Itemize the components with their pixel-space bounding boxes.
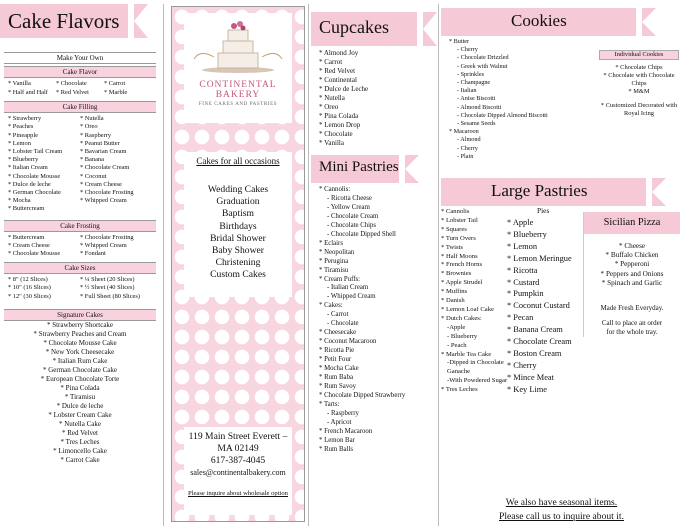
occasion-item: Graduation [216, 196, 260, 208]
cake-size-item: * ½ Sheet (40 Slices) [80, 284, 135, 292]
individual-cookie-item: * Chocolate Chips [615, 64, 663, 71]
large-pastry-item: * Turn Overs [441, 234, 476, 242]
cake-filling-item: * Cream Cheese [80, 180, 122, 188]
cake-filling-item: * Lemon [8, 139, 31, 147]
brand-name: CONTINENTAL BAKERY [199, 80, 277, 100]
cake-filling-item: * Mocha [8, 197, 31, 205]
mini-pastry-item: * Eclairs [319, 239, 343, 247]
cake-flavor-item: * Marble [104, 88, 128, 96]
occasion-item: Birthdays [219, 220, 257, 232]
contact-card [184, 427, 292, 515]
occasion-item: Custom Cakes [210, 269, 266, 281]
mini-pastry-item: * French Macaroon [319, 427, 373, 435]
cake-filling-item: * Whipped Cream [80, 197, 127, 205]
cookie-item: - Sprinkles [457, 70, 484, 78]
mini-pastry-item: * Cakes: [319, 302, 343, 310]
cake-frosting-item: * Chocolate Mousse [8, 250, 61, 258]
cupcake-item: * Vanilla [319, 139, 344, 147]
pizza-note-order: Call to place an order for the whole tray. [601, 319, 663, 337]
pie-item: * Blueberry [507, 229, 547, 239]
signature-cake-item: * German Chocolate Cake [42, 365, 118, 374]
mini-pastry-item: * Chocolate Dipped Strawberry [319, 391, 406, 399]
mini-pastry-item: - Carrot [327, 311, 349, 319]
mini-pastry-item: * Petit Four [319, 356, 352, 364]
cake-size-item: * Full Sheet (80 Slices) [80, 292, 140, 300]
cookie-item: * Butter [449, 38, 470, 45]
large-pastry-item: * Lobster Tail [441, 216, 478, 224]
sicilian-pizza-title: Sicilian Pizza [603, 217, 661, 228]
pie-item: * Lemon Meringue [507, 253, 572, 263]
large-pastry-item: * Apple Strudel [441, 279, 483, 287]
cake-frosting-item: * Buttercream [8, 233, 45, 241]
cookie-item: * Macaroon [449, 128, 479, 136]
mini-pastry-item: * Cheesecake [319, 329, 357, 337]
mini-pastry-item: * Neopolitan [319, 248, 355, 256]
individual-cookie-item: * M&M [628, 88, 650, 95]
cake-size-item: * 8" (12 Slices) [8, 276, 48, 284]
mini-pastry-item: * Coconut Macaroon [319, 338, 377, 346]
large-pastry-item: * Lemon Loaf Cake [441, 305, 494, 313]
occasion-item: Wedding Cakes [207, 184, 269, 195]
individual-cookies-list [599, 64, 679, 96]
cake-flavor-item: * Half and Half [8, 88, 48, 96]
mini-pastry-item: * Rum Baba [319, 374, 353, 382]
signature-cake-item: * European Chocolate Torte [40, 374, 120, 383]
email-link[interactable]: sales@continentalbakery.com [190, 468, 286, 477]
cake-filling-item: * German Chocolate [8, 189, 61, 197]
mini-pastry-item: - Chocolate Chips [327, 221, 377, 229]
cookie-item: - Greek with Walnut [457, 62, 508, 70]
cake-size-item: * 10" (16 Slices) [8, 284, 51, 292]
mini-pastries-list [311, 183, 437, 458]
signature-cake-item: * Dulce de leche [56, 401, 104, 410]
pie-item: * Coconut Custard [507, 301, 570, 311]
cupcake-item: * Almond Joy [319, 49, 359, 57]
cookie-item: - Anise Biscotti [457, 95, 496, 103]
large-pastry-item: * Twists [441, 243, 463, 251]
mini-pastry-item: * Rum Savoy [319, 382, 357, 390]
occasions-title: Cakes for all occasions [196, 156, 280, 166]
mini-pastry-item: * Lemon Bar [319, 436, 355, 444]
signature-cake-item: * Strawberry Peaches and Cream [33, 329, 127, 338]
cake-filling-item: * Buttercream [8, 205, 45, 213]
cupcakes-banner [311, 12, 417, 46]
pie-item: * Pecan [507, 313, 534, 323]
large-pastries-list [441, 208, 509, 395]
large-pastries-banner [441, 178, 646, 206]
cake-frosting-item: * Cream Cheese [8, 241, 50, 249]
cookie-item: - Chocolate Drizzled [457, 54, 509, 62]
cake-frosting-heading: Cake Frosting [4, 220, 156, 232]
signature-cake-item: * Pina Colada [60, 383, 100, 392]
pizza-item: * Buffalo Chicken [605, 251, 659, 260]
large-pastry-item: -Apple [447, 323, 466, 331]
cookie-item: - Plain [457, 152, 474, 160]
cookie-item: - Cherry [457, 144, 478, 152]
cupcake-item: * Carrot [319, 58, 343, 66]
mini-pastry-item: * Perugina [319, 257, 349, 265]
occasions-card [184, 152, 292, 297]
large-pastry-item: * French Horns [441, 261, 483, 269]
cookie-item: - Chocolate Dipped Almond Biscotti [457, 111, 548, 119]
mini-pastry-item: * Mocha Cake [319, 365, 359, 373]
cake-sizes-heading: Cake Sizes [4, 262, 156, 274]
mini-pastry-item: - Chocolate Cream [327, 212, 379, 220]
signature-cake-item: * Tiramisu [64, 392, 96, 401]
cake-filling-item: * Chocolate Mousse [8, 172, 61, 180]
signature-cake-item: * Nutella Cake [59, 419, 101, 428]
sicilian-pizza-box [583, 212, 680, 337]
cake-frosting-item: * Fondant [80, 250, 106, 258]
cookie-item: - Sesame Seeds [457, 120, 496, 128]
cake-filling-item: * Lobster Tail Cream [8, 148, 63, 155]
cake-frosting-list [4, 232, 156, 261]
cupcake-item: * Chocolate [319, 130, 353, 138]
pie-item: * Ricotta [507, 265, 538, 275]
signature-cake-item: * Tres Leches [60, 437, 100, 446]
signature-cake-item: * Limoncello Cake [53, 446, 107, 455]
brand-tagline: FINE CAKES AND PASTRIES [198, 102, 278, 107]
cake-logo-icon [184, 13, 292, 75]
signature-cake-item: * Chocolate Mousse Cake [43, 338, 117, 347]
cake-flavor-item: * Carrot [104, 80, 126, 87]
large-pastry-item: * Dutch Cakes: [441, 314, 482, 322]
cake-flavor-item: * Red Velvet [56, 88, 89, 96]
phone: 617-387-4045 [210, 455, 266, 466]
individual-cookies-heading: Individual Cookies [599, 50, 679, 60]
pie-item: * Cherry [507, 360, 537, 370]
signature-cake-item: * Red Velvet [61, 428, 99, 437]
signature-cakes-heading: Signature Cakes [4, 309, 156, 321]
cake-sizes-list [4, 274, 156, 303]
pizza-note-fresh: Made Fresh Everyday. [600, 304, 664, 313]
cake-flavors-banner [0, 4, 128, 38]
occasion-item: Baptism [222, 208, 254, 220]
large-pastry-item: - Peach [447, 341, 467, 349]
cake-flavors-title: Cake Flavors [8, 9, 120, 33]
cake-frosting-item: * Chocolate Frosting [80, 233, 134, 241]
pie-item: * Key Lime [507, 384, 548, 394]
cookie-item: - Almond Biscotti [457, 103, 502, 111]
cake-filling-list [4, 113, 156, 215]
logo-card [184, 13, 292, 123]
cake-filling-item: * Coconut [80, 172, 107, 180]
cake-flavors-column [0, 0, 160, 530]
large-pastry-item: * Brownies [441, 270, 472, 278]
large-pastry-item: * Marble Tea Cake [441, 350, 492, 358]
wholesale-note: Please inquire about wholesale option [188, 490, 288, 497]
occasion-item: Bridal Shower [210, 232, 266, 244]
pizza-item: * Pepperoni [614, 260, 650, 269]
mini-pastry-item: - Italian Cream [327, 284, 369, 292]
bakery-info-panel [171, 6, 305, 522]
cake-filling-item: * Strawberry [8, 115, 42, 123]
cookie-item: - Italian [457, 87, 477, 95]
mini-pastry-item: * Tarts: [319, 400, 340, 408]
mini-pastry-item: * Cream Puffs: [319, 275, 361, 283]
mini-pastry-item: - Chocolate Dipped Shell [327, 230, 396, 238]
large-pastry-item: * Squares [441, 225, 467, 233]
sicilian-pizza-banner [584, 212, 680, 234]
pie-item: * Mince Meat [507, 372, 554, 382]
cake-filling-item [80, 205, 152, 213]
cake-size-item: * 12" (30 Slices) [8, 292, 51, 300]
cake-flavor-list [4, 78, 156, 99]
footer-inquire: Please call us to inquire about it. [499, 511, 624, 522]
cupcake-item: * Nutella [319, 94, 345, 102]
cake-flavor-item: * Chocolate [56, 80, 87, 87]
cake-filling-item: * Blueberry [8, 156, 39, 164]
cookies-banner [441, 8, 636, 36]
cupcake-item: * Lemon Drop [319, 121, 361, 129]
large-pastry-item: * Tres Leches [441, 386, 478, 394]
pies-list [507, 217, 581, 396]
cake-filling-item: * Bavarian Cream [80, 148, 127, 155]
cake-size-item: * ¼ Sheet (20 Slices) [80, 276, 135, 284]
cake-frosting-item: * Whipped Cream [80, 241, 127, 249]
cupcake-item: * Red Velvet [319, 67, 356, 75]
cookies-list [449, 38, 599, 161]
large-pastry-item: * Muffins [441, 288, 468, 296]
occasion-item: Baby Shower [212, 245, 264, 257]
cupcake-item: * Oreo [319, 103, 339, 111]
customized-cookies: * Customized Decorated with Royal Icing [600, 102, 678, 117]
individual-cookie-item: * Chocolate with Chocolate Chips [603, 72, 675, 87]
pie-item: * Lemon [507, 241, 538, 251]
cookie-item: - Almond [457, 136, 481, 144]
large-pastry-item: -With Powdered Sugar [447, 377, 508, 385]
cake-flavor-heading: Cake Flavor [4, 66, 156, 78]
pie-item: * Chocolate Cream [507, 337, 572, 347]
cake-filling-item: * Chocolate Frosting [80, 189, 134, 197]
large-pastries-title: Large Pastries [491, 181, 588, 200]
mini-pastry-item: - Apricot [327, 418, 352, 426]
cake-filling-item: * Peanut Butter [80, 139, 120, 147]
mini-pastry-item: - Chocolate [327, 320, 359, 328]
signature-cake-item: * Carrot Cake [60, 455, 100, 464]
occasion-item: Christening [215, 257, 261, 269]
make-your-own-heading: Make Your Own [4, 52, 156, 64]
mini-pastry-item: * Tiramisu [319, 266, 349, 274]
cookie-item: - Champagne [457, 79, 491, 87]
large-pastry-item: * Half Moons [441, 252, 478, 260]
cupcake-item: * Continental [319, 76, 357, 84]
pie-item: * Apple [507, 218, 534, 227]
mini-pastry-item: - Raspberry [327, 409, 359, 417]
large-pastry-item: * Cannolis [441, 208, 470, 215]
cake-filling-item: * Chocolate Cream [80, 164, 130, 172]
large-pastry-item: -Dipped in Chocolate Ganache [447, 359, 504, 376]
pizza-item: * Spinach and Garlic [601, 278, 663, 287]
cake-filling-item: * Raspberry [80, 131, 112, 139]
pies-label: Pies [537, 206, 550, 215]
pie-item: * Boston Cream [507, 348, 562, 358]
cake-filling-item: * Peaches [8, 123, 34, 131]
signature-cakes-list [4, 321, 156, 465]
signature-cake-item: * Italian Rum Cake [52, 356, 108, 365]
footer-seasonal: We also have seasonal items. [505, 497, 618, 508]
mini-pastry-item: - Whipped Cream [327, 293, 376, 301]
individual-cookies-box [599, 50, 679, 118]
cake-filling-item: * Nutella [80, 115, 104, 123]
cupcake-item: * Pina Colada [319, 112, 359, 120]
cookies-title: Cookies [511, 11, 567, 30]
pizza-item: * Peppers and Onions [600, 269, 664, 278]
cupcake-item: * Dulce de Leche [319, 85, 369, 93]
signature-cake-item: * Lobster Cream Cake [48, 410, 112, 419]
cake-filling-item: * Dulce de leche [8, 180, 51, 188]
cake-filling-item: * Pineapple [8, 131, 38, 139]
cake-filling-item: * Oreo [80, 123, 98, 131]
cupcakes-column [311, 0, 437, 530]
mini-pastry-item: - Yellow Cream [327, 203, 370, 211]
cupcakes-list [311, 46, 437, 151]
pie-item: * Custard [507, 277, 540, 287]
mini-pastry-item: * Cannolis: [319, 186, 351, 193]
cake-flavor-item: * Vanilla [8, 80, 31, 87]
pie-item: * Pumpkin [507, 289, 544, 299]
mini-pastry-item: * Rum Balls [319, 445, 353, 453]
signature-cake-item: * Strawberry Shortcake [46, 320, 114, 329]
mini-pastries-title: Mini Pastries [319, 159, 399, 175]
large-pastry-item: - Blueberry [447, 332, 478, 340]
cake-filling-heading: Cake Filling [4, 101, 156, 113]
mini-pastries-banner [311, 155, 399, 183]
footer [441, 496, 682, 524]
mini-pastry-item: * Ricotta Pie [319, 347, 355, 355]
cake-filling-item: * Italian Cream [8, 164, 48, 172]
cookies-column [441, 0, 682, 530]
occasions-list [184, 184, 292, 282]
sicilian-pizza-list [584, 242, 680, 288]
large-pastry-item: * Danish [441, 297, 465, 305]
address: 119 Main Street Everett – MA 02149 [188, 431, 288, 454]
cake-filling-item: * Banana [80, 156, 104, 164]
pizza-item: * Cheese [618, 242, 646, 250]
pie-item: * Banana Cream [507, 325, 563, 335]
cookie-item: - Cherry [457, 46, 478, 54]
mini-pastry-item: - Ricotta Cheese [327, 194, 372, 202]
signature-cake-item: * New York Cheesecake [45, 347, 115, 356]
cupcakes-title: Cupcakes [319, 17, 389, 37]
